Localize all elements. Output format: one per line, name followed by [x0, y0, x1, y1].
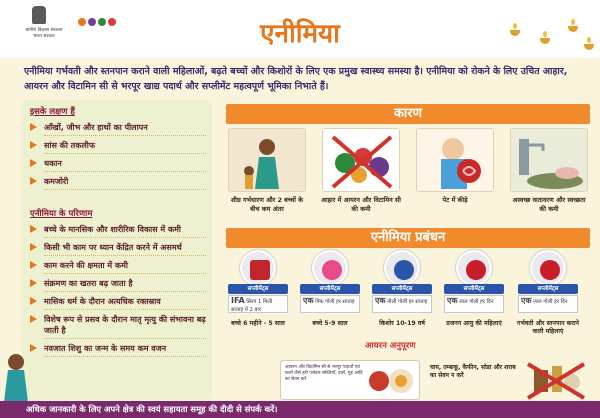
diya-decoration-icon: [480, 0, 600, 58]
food-text: आयरन और विटामिन सी से भरपूर पदार्थों एवं फलों जैसे हरी पत्तेदार सब्जियाँ, दालें, गुड़ आदि का सेवन करें: [285, 365, 363, 382]
cause-caption: अस्वच्छ वातावरण और स्वच्छता की कमी: [512, 196, 586, 213]
supplements-row: [228, 250, 590, 340]
supplement-card: सप्लीमेंट्स एक लाल गोली हर दिन: [518, 250, 578, 314]
causes-cards: [228, 128, 590, 228]
page-title: एनीमिया: [260, 19, 340, 49]
avoid-text: चाय, तम्बाकू, कैफीन, सोडा और शराब का सेवन न करें: [430, 364, 516, 379]
list-item: मासिक धर्म के दौरान अत्यधिक रक्तस्राव: [30, 296, 210, 307]
supplement-caption: प्रजनन आयु की महिलाएं: [446, 320, 502, 327]
arrow-icon: [30, 261, 37, 269]
cause-card: [228, 128, 306, 192]
effects-heading: एनीमिया के परिणाम: [30, 209, 93, 219]
woman-illustration-icon: [0, 350, 28, 402]
iron-supplementation-heading: आयरन अनुपूरण: [365, 341, 416, 351]
arrow-icon: [30, 243, 37, 251]
arrow-icon: [30, 225, 37, 233]
causes-banner: कारण: [226, 104, 590, 124]
symptoms-list: [30, 122, 210, 194]
cause-caption: आहार में आयरन और विटामिन सी की कमी: [321, 196, 401, 213]
mother-children-icon: [229, 129, 306, 192]
no-vegetables-icon: [323, 129, 400, 192]
red-tablet-icon: [530, 250, 566, 286]
left-panel: [22, 100, 212, 400]
arrow-icon: [30, 344, 37, 352]
avoid-items-card: [430, 360, 590, 400]
supplement-card: सप्लीमेंट्स एक लाल गोली हर दिन: [444, 250, 504, 314]
no-tea-tobacco-icon: [524, 360, 588, 400]
arrow-icon: [30, 279, 37, 287]
arrow-icon: [30, 177, 37, 185]
list-item: बच्चे के मानसिक और शारीरिक विकास में कमी: [30, 224, 210, 235]
supplement-card: सप्लीमेंट्स IFA सिरप 1 मिली सप्ताह में 2 बार: [228, 250, 288, 314]
cause-caption: पेट में कीड़े: [442, 196, 468, 204]
cause-caption: शीघ्र गर्भधारण और 2 बच्चों के बीच कम अंतर: [230, 196, 304, 213]
pink-tablet-icon: [312, 250, 348, 286]
list-item: काम करने की क्षमता में कमी: [30, 260, 210, 271]
symptoms-heading: इसके लक्षण हैं: [30, 107, 75, 117]
management-banner: एनीमिया प्रबंधन: [226, 228, 590, 248]
supplement-card: सप्लीमेंट्स एक पिंक गोली हर सप्ताह: [300, 250, 360, 314]
supplement-caption: गर्भवती और स्तनपान कराने वाली महिलाएं: [517, 320, 579, 335]
list-item: किसी भी काम पर ध्यान केंद्रित करने में असमर्थ: [30, 242, 210, 253]
cause-card: [322, 128, 400, 192]
cause-card: [510, 128, 588, 192]
ministry-name: ग्रामीण विकास मंत्रालय भारत सरकार: [25, 28, 63, 39]
arrow-icon: [30, 315, 37, 323]
food-plate-icon: [367, 365, 417, 397]
arrow-icon: [30, 297, 37, 305]
red-tablet-icon: [456, 250, 492, 286]
arrow-icon: [30, 159, 37, 167]
list-item: आँखों, जीभ और हाथों का पीलापन: [30, 122, 210, 133]
header: [0, 0, 600, 58]
list-item: सांस की तकलीफ: [30, 140, 210, 151]
supplement-caption: बच्चे 5-9 साल: [312, 320, 348, 327]
intro-text: एनीमिया गर्भवती और स्तनपान कराने वाली महिलाओं, बढ़ते बच्चों और किशोरों के लिए एक प्रमुख स्वास्थ्य समस्या है। एनीमिया को रोकने के लिए उचित आहार, आयरन और विटामिन सी से भरपूर खाद्य पदार्थ और सप्लीमेंट महत्वपूर्ण भूमिका निभाते हैं।: [24, 66, 568, 92]
iron-rich-food-card: [280, 360, 420, 400]
blue-tablet-icon: [384, 250, 420, 286]
list-item: विशेष रूप से प्रसव के दौरान मातृ मृत्यु की संभावना बढ़ जाती है: [30, 314, 210, 336]
arrow-icon: [30, 123, 37, 131]
footer-bar: अधिक जानकारी के लिए अपने क्षेत्र की स्वयं सहायता समूह की दीदी से संपर्क करें।: [0, 401, 600, 418]
list-item: नवजात शिशु का जन्म के समय कम वजन: [30, 343, 210, 354]
supplement-caption: बच्चे 6 महीने - 5 साल: [231, 320, 285, 327]
unhygienic-environment-icon: [511, 129, 588, 192]
effects-list: [30, 224, 210, 361]
arrow-icon: [30, 141, 37, 149]
syrup-bottle-icon: [240, 250, 276, 286]
supplement-caption: किशोर 10-19 वर्ष: [379, 320, 425, 327]
supplement-card: सप्लीमेंट्स एक नीली गोली हर सप्ताह: [372, 250, 432, 314]
stomach-worms-icon: [417, 129, 494, 192]
list-item: थकान: [30, 158, 210, 169]
list-item: संक्रमण का खतरा बढ़ जाता है: [30, 278, 210, 289]
cause-card: [416, 128, 494, 192]
list-item: कमजोरी: [30, 176, 210, 187]
